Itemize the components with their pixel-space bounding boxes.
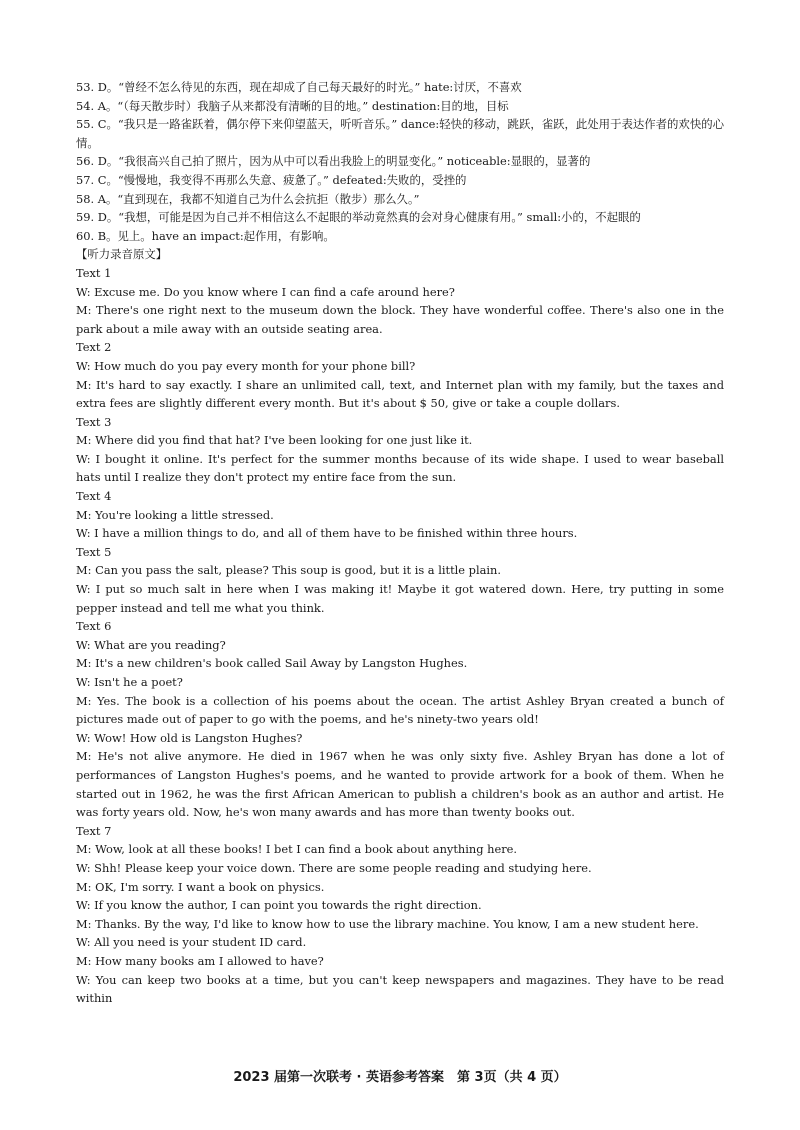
dialogue-line: W: All you need is your student ID card. bbox=[76, 935, 307, 950]
dialogue-line: M: He's not alive anymore. He died in 1967 when he was only sixty five. Ashley Bryan has done a lot of performances of Langston Hughes's poems, and he wanted to provide artwork for a book of them. When he started out in 1962, he was the first African American to publish a children's book as an author and artist. He was forty years old. Now, he's won many awards and has more than twenty books out. bbox=[76, 749, 724, 820]
dialogue-line: W: I bought it online. It's perfect for the summer months because of its wide shape. I used to wear baseball hats until I realize they don't protect my entire face from the sun. bbox=[76, 451, 724, 485]
answer-item: 57. C。“慢慢地，我变得不再那么失意、疲惫了。” defeated:失败的，受挫的 bbox=[76, 172, 467, 187]
dialogue-line: W: I put so much salt in here when I was making it! Maybe it got watered down. Here, try putting in some pepper instead and tell me what you think. bbox=[76, 582, 724, 615]
text-label: Text 6 bbox=[76, 619, 112, 634]
dialogue-line: M: Thanks. By the way, I'd like to know how to use the library machine. You know, I am a new student here. bbox=[76, 916, 699, 931]
answer-item: 60. B。见上。have an impact:起作用，有影响。 bbox=[76, 228, 335, 243]
dialogue-line: W: I have a million things to do, and all of them have to be finished within three hours. bbox=[76, 526, 578, 541]
dialogue-line: W: If you know the author, I can point you towards the right direction. bbox=[76, 898, 482, 913]
dialogue-line: M: Wow, look at all these books! I bet I can find a book about anything here. bbox=[76, 842, 518, 857]
text-label: Text 1 bbox=[76, 265, 112, 280]
dialogue-line: W: You can keep two books at a time, but you can't keep newspapers and magazines. They have to be read within bbox=[76, 972, 724, 1006]
dialogue-line: W: How much do you pay every month for your phone bill? bbox=[76, 358, 416, 373]
dialogue-line: M: OK, I'm sorry. I want a book on physics. bbox=[76, 879, 325, 894]
text-label: Text 3 bbox=[76, 414, 112, 429]
answer-item: 53. D。“曾经不怎么待见的东西，现在却成了自己每天最好的时光。” hate:讨厌，不喜欢 bbox=[76, 80, 522, 94]
text-label: Text 5 bbox=[76, 544, 112, 559]
dialogue-line: M: You're looking a little stressed. bbox=[76, 507, 274, 522]
answer-content bbox=[76, 78, 724, 1008]
answer-item: 55. C。“我只是一路雀跃着，偶尔停下来仰望蓝天，听听音乐。” dance:轻快的移动，跳跃，雀跃，此处用于表达作者的欢快的心情。 bbox=[76, 117, 724, 150]
dialogue-line: W: Shh! Please keep your voice down. There are some people reading and studying here. bbox=[76, 860, 592, 875]
text-label: Text 2 bbox=[76, 340, 112, 355]
dialogue-line: M: How many books am I allowed to have? bbox=[76, 953, 324, 968]
dialogue-line: W: What are you reading? bbox=[76, 637, 226, 652]
dialogue-line: W: Wow! How old is Langston Hughes? bbox=[76, 730, 303, 745]
dialogue-line: W: Excuse me. Do you know where I can find a cafe around here? bbox=[76, 284, 455, 299]
dialogue-line: M: There's one right next to the museum down the block. They have wonderful coffee. There's also one in the park about a mile away with an outside seating area. bbox=[76, 303, 724, 336]
answer-item: 58. A。“直到现在，我都不知道自己为什么会抗拒（散步）那么久。” bbox=[76, 191, 420, 206]
answer-item: 54. A。“（每天散步时）我脑子从来都没有清晰的目的地。” destination:目的地，目标 bbox=[76, 98, 509, 113]
text-label: Text 7 bbox=[76, 823, 112, 838]
dialogue-line: M: Where did you find that hat? I've been looking for one just like it. bbox=[76, 433, 473, 448]
answer-item: 59. D。“我想，可能是因为自己并不相信这么不起眼的举动竟然真的会对身心健康有用。” small:小的，不起眼的 bbox=[76, 210, 641, 225]
dialogue-line: M: It's hard to say exactly. I share an unlimited call, text, and Internet plan with my family, but the taxes and extra fees are slightly different every month. But it's about $ 50, give or take a couple dollars. bbox=[76, 377, 724, 411]
page-footer: 2023 届第一次联考 · 英语参考答案 第 3页（共 4 页） bbox=[233, 1070, 567, 1085]
dialogue-line: W: Isn't he a poet? bbox=[76, 675, 183, 689]
section-heading: 【听力录音原文】 bbox=[76, 247, 168, 262]
dialogue-line: M: It's a new children's book called Sail Away by Langston Hughes. bbox=[76, 656, 468, 671]
dialogue-line: M: Yes. The book is a collection of his poems about the ocean. The artist Ashley Bryan created a bunch of pictures made out of paper to go with the poems, and he's ninety-two years old! bbox=[76, 693, 724, 727]
answer-item: 56. D。“我很高兴自己拍了照片，因为从中可以看出我脸上的明显变化。” noticeable:显眼的，显著的 bbox=[76, 154, 591, 169]
text-label: Text 4 bbox=[76, 489, 112, 504]
dialogue-line: M: Can you pass the salt, please? This soup is good, but it is a little plain. bbox=[76, 563, 501, 578]
